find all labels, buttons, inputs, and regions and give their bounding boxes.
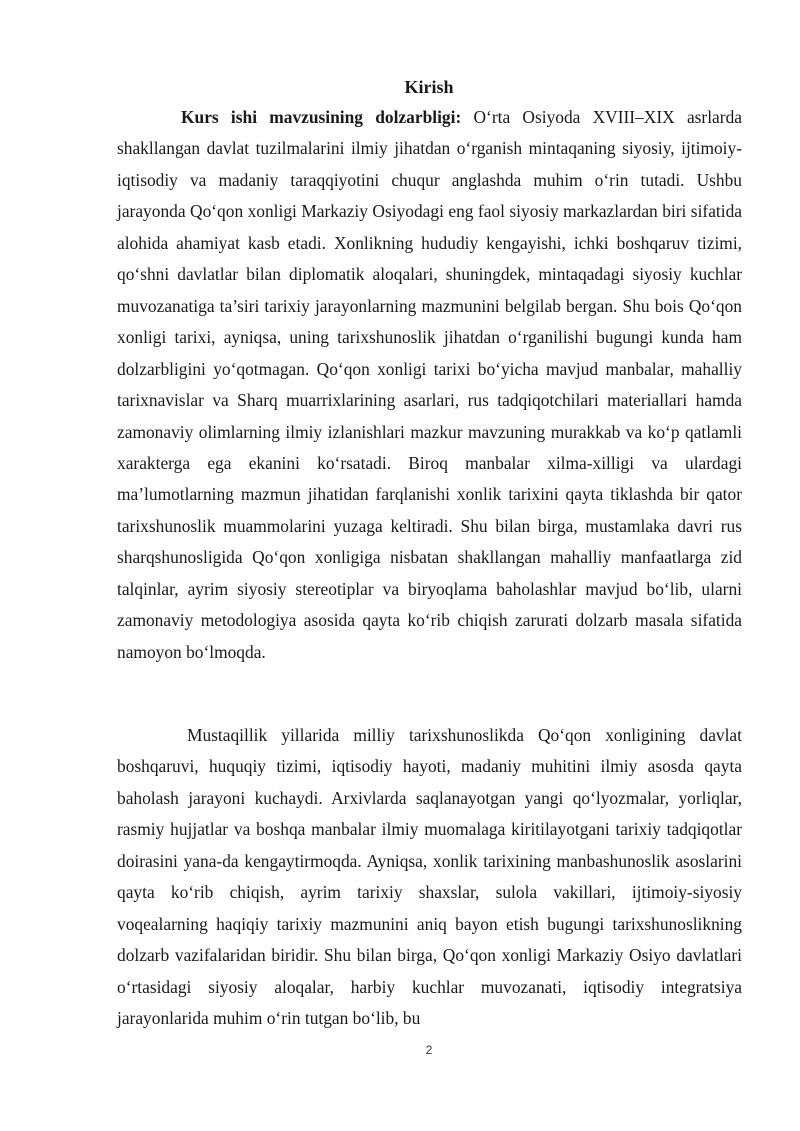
paragraph-1-lead: Kurs ishi mavzusining dolzarbligi: xyxy=(181,107,462,127)
page-title: Kirish xyxy=(404,77,454,97)
page-number: 2 xyxy=(425,1043,433,1057)
paragraph-1-text: O‘rta Osiyoda XVIII–XIX asrlarda shakllangan davlat tuzilmalarini ilmiy jihatdan o‘rganish mintaqaning siyosiy, ijtimoiy-iqtisodiy va madaniy taraqqiyotini chuqur anglashda muhim o‘rin tutadi. Ushbu jarayonda Qo‘qon xonligi Markaziy Osiyodagi eng faol siyosiy markazlardan biri sifatida alohida ahamiyat kasb etadi. Xonlikning hududiy kengayishi, ichki boshqaruv tizimi, qo‘shni davlatlar bilan diplomatik aloqalari, shuningdek, mintaqadagi siyosiy kuchlar muvozanatiga ta’siri tarixiy jarayonlarning mazmunini belgilab bergan. Shu bois Qo‘qon xonligi tarixi, ayniqsa, uning tarixshunoslik jihatdan o‘rganilishi bugungi kunda ham dolzarbligini yo‘qotmagan. Qo‘qon xonligi tarixi bo‘yicha mavjud manbalar, mahalliy tarixnavislar va Sharq muarrixlarining asarlari, rus tadqiqotchilari materiallari hamda zamonaviy olimlarning ilmiy izlanishlari mazkur mavzuning murakkab va ko‘p qatlamli xarakterga ega ekanini ko‘rsatadi. Biroq manbalar xilma-xilligi va ulardagi ma’lumotlarning mazmun jihatidan farqlanishi xonlik tarixini qayta tiklashda bir qator tarixshunoslik muammolarini yuzaga keltiradi. Shu bilan birga, mustamlaka davri rus sharqshunosligida Qo‘qon xonligiga nisbatan shakllangan mahalliy manfaatlarga zid talqinlar, ayrim siyosiy stereotiplar va biryoqlama baholashlar mavjud bo‘lib, ularni zamonaviy metodologiya asosida qayta ko‘rib chiqish zarurati dolzarb masala sifatida namoyon bo‘lmoqda. xyxy=(117,107,742,662)
paragraph-1 xyxy=(117,102,742,668)
paragraph-2 xyxy=(117,720,742,1035)
paragraph-2-text: Mustaqillik yillarida milliy tarixshunoslikda Qo‘qon xonligining davlat boshqaruvi, huquqiy tizimi, iqtisodiy hayoti, madaniy muhitini ilmiy asosda qayta baholash jarayoni kuchaydi. Arxivlarda saqlanayotgan yangi qo‘lyozmalar, yorliqlar, rasmiy hujjatlar va boshqa manbalar ilmiy muomalaga kiritilayotgani tarixiy tadqiqotlar doirasini yana-da kengaytirmoqda. Ayniqsa, xonlik tarixining manbashunoslik asoslarini qayta ko‘rib chiqish, ayrim tarixiy shaxslar, sulola vakillari, ijtimoiy-siyosiy voqealarning haqiqiy tarixiy mazmunini aniq bayon etish bugungi tarixshunoslikning dolzarb vazifalaridan biridir. Shu bilan birga, Qo‘qon xonligi Markaziy Osiyo davlatlari o‘rtasidagi siyosiy aloqalar, harbiy kuchlar muvozanati, iqtisodiy integratsiya jarayonlarida muhim o‘rin tutgan bo‘lib, bu xyxy=(117,725,742,1029)
